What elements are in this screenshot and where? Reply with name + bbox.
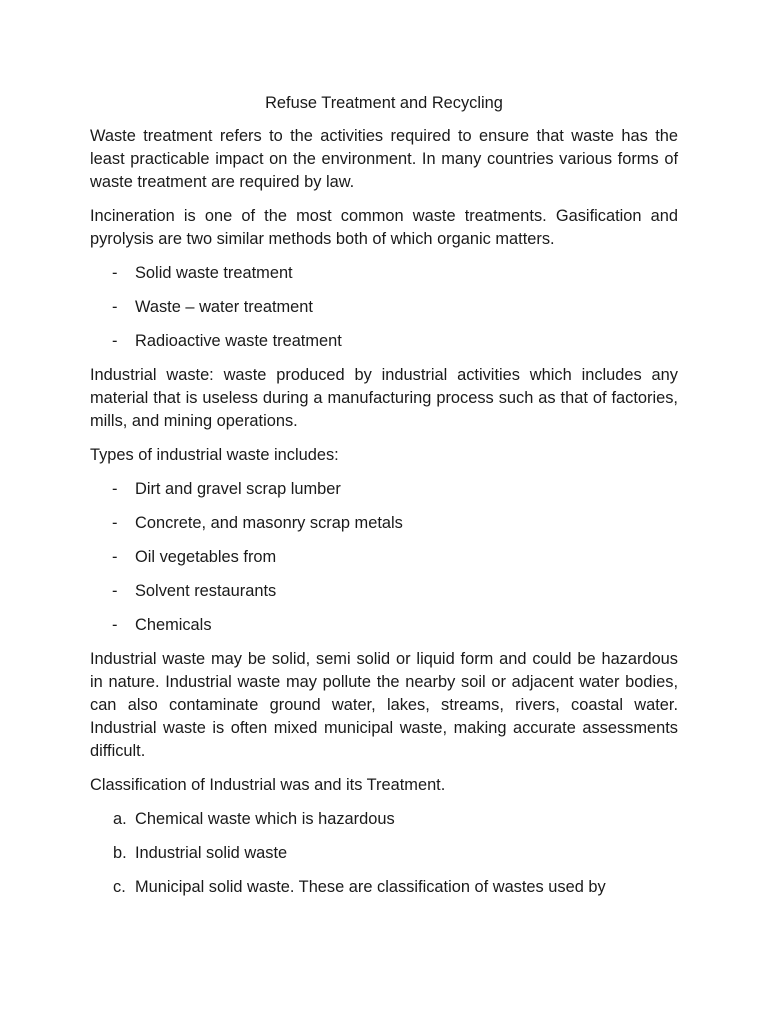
list-marker: c. — [113, 878, 126, 896]
list-item-text: Solid waste treatment — [135, 264, 293, 282]
list-marker: - — [112, 548, 118, 566]
list-item — [90, 842, 678, 865]
list-marker: - — [112, 298, 118, 316]
paragraph-industrial-waste: Industrial waste: waste produced by industrial activities which includes any material that is useless during a manufacturing process such as that of factories, mills, and mining operations. — [90, 366, 678, 430]
list-item — [90, 546, 678, 569]
list-item — [90, 512, 678, 535]
list-item — [90, 262, 678, 285]
list-item-text: Concrete, and masonry scrap metals — [135, 514, 403, 532]
list-item-text: Waste – water treatment — [135, 298, 313, 316]
list-marker: - — [112, 616, 118, 634]
paragraph-types-heading: Types of industrial waste includes: — [90, 446, 339, 464]
list-item-text: Solvent restaurants — [135, 582, 277, 600]
list-item — [90, 614, 678, 637]
list-item — [90, 478, 678, 501]
list-marker: a. — [113, 810, 127, 828]
industrial-waste-types-list — [90, 478, 678, 637]
list-item-text: Oil vegetables from — [135, 548, 277, 566]
list-item-text: Chemical waste which is hazardous — [135, 810, 395, 828]
paragraph-incineration: Incineration is one of the most common waste treatments. Gasification and pyrolysis are two similar methods both of which organic matters. — [90, 207, 678, 248]
treatment-types-list — [90, 262, 678, 353]
list-item-text: Dirt and gravel scrap lumber — [135, 480, 341, 498]
list-marker: - — [112, 264, 118, 282]
list-item — [90, 580, 678, 603]
list-item-text: Municipal solid waste. These are classification of wastes used by — [135, 878, 606, 896]
document-title: Refuse Treatment and Recycling — [265, 94, 503, 112]
list-marker: - — [112, 480, 118, 498]
list-item-text: Radioactive waste treatment — [135, 332, 342, 350]
list-item-text: Chemicals — [135, 616, 212, 634]
list-marker: b. — [113, 844, 127, 862]
list-marker: - — [112, 514, 118, 532]
list-item-text: Industrial solid waste — [135, 844, 288, 862]
document-page — [90, 92, 678, 910]
list-item — [90, 876, 678, 899]
paragraph-classification-heading: Classification of Industrial was and its Treatment. — [90, 776, 446, 794]
list-item — [90, 808, 678, 831]
classification-list — [90, 808, 678, 899]
list-marker: - — [112, 332, 118, 350]
list-item — [90, 330, 678, 353]
list-item — [90, 296, 678, 319]
paragraph-waste-treatment: Waste treatment refers to the activities required to ensure that waste has the least practicable impact on the environment. In many countries various forms of waste treatment are required by law. — [90, 127, 678, 191]
paragraph-industrial-waste-forms: Industrial waste may be solid, semi solid or liquid form and could be hazardous in nature. Industrial waste may pollute the nearby soil or adjacent water bodies, can also contaminate ground water, lakes, streams, rivers, coastal water. Industrial waste is often mixed municipal waste, making accurate assessments difficult. — [90, 650, 678, 760]
list-marker: - — [112, 582, 118, 600]
